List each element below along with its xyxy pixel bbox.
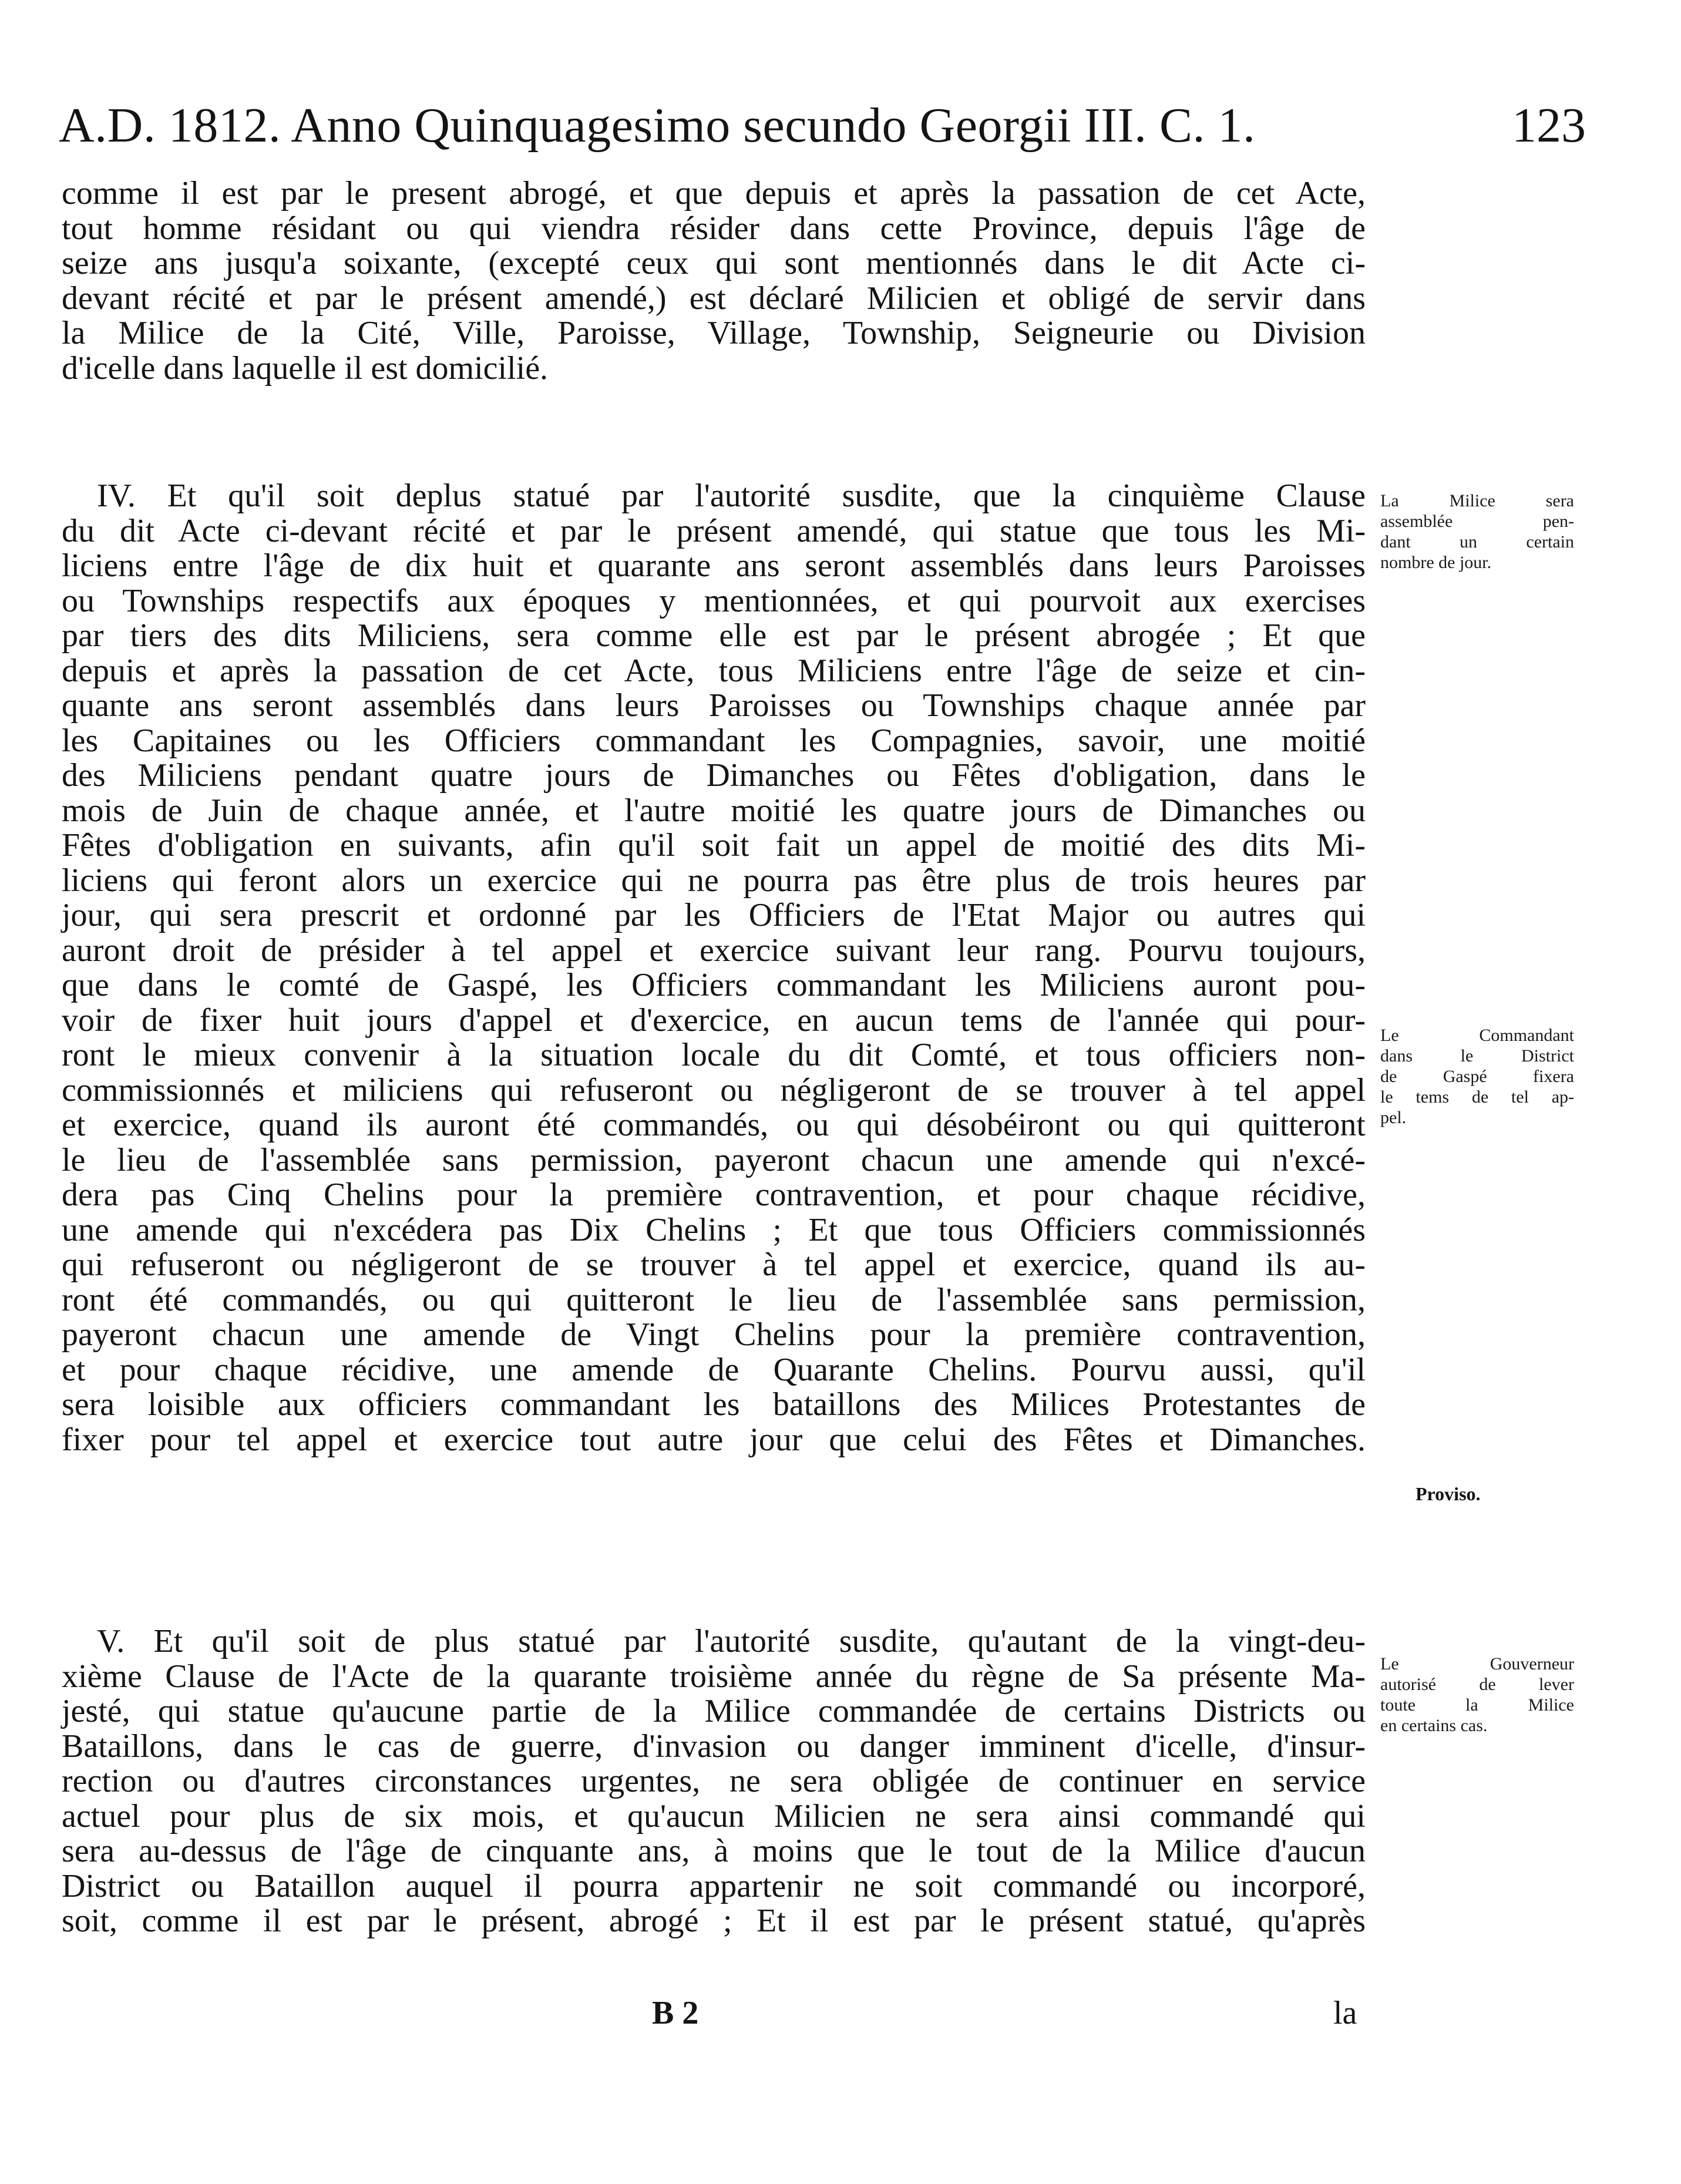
- margin-note-line: nombre de jour.: [1380, 553, 1492, 572]
- text-line: depuis et après la passation de cet Acte, tous Miliciens entre l'âge de seize et cin-: [62, 652, 1366, 689]
- margin-note-line: le tems de tel ap-: [1380, 1087, 1574, 1107]
- text-line: une amende qui n'excédera pas Dix Chelins ; Et que tous Officiers commissionnés: [62, 1211, 1366, 1248]
- text-line: rection ou d'autres circonstances urgentes, ne sera obligée de continuer en service: [62, 1763, 1366, 1799]
- text-line: District ou Bataillon auquel il pourra appartenir ne soit commandé ou incorporé,: [62, 1867, 1366, 1904]
- text-line: ront été commandés, ou qui quitteront le lieu de l'assemblée sans permission,: [62, 1281, 1366, 1318]
- margin-note-line: assemblée pen-: [1380, 512, 1574, 531]
- margin-note-line: toute la Milice: [1380, 1695, 1574, 1715]
- catchword: la: [1333, 1995, 1357, 2031]
- paragraph-continuation: [62, 176, 1366, 386]
- text-line: jour, qui sera prescrit et ordonné par les Officiers de l'Etat Major ou autres qui: [62, 897, 1366, 933]
- text-line: et pour chaque récidive, une amende de Quarante Chelins. Pourvu aussi, qu'il: [62, 1351, 1366, 1388]
- text-line: que dans le comté de Gaspé, les Officiers commandant les Miliciens auront pou-: [62, 967, 1366, 1003]
- margin-note-line: Le Commandant: [1380, 1026, 1574, 1045]
- text-line: xième Clause de l'Acte de la quarante troisième année du règne de Sa présente Ma-: [62, 1658, 1366, 1695]
- text-line: sera loisible aux officiers commandant les bataillons des Milices Protestantes de: [62, 1386, 1366, 1423]
- text-line: fixer pour tel appel et exercice tout autre jour que celui des Fêtes et Dimanches.: [62, 1421, 1366, 1458]
- margin-note-line: en certains cas.: [1380, 1716, 1488, 1735]
- text-line: qui refuseront ou négligeront de se trouver à tel appel et exercice, quand ils au-: [62, 1246, 1366, 1283]
- margin-note-gaspe: [1380, 1025, 1574, 1128]
- text-line: voir de fixer huit jours d'appel et d'exercice, en aucun tems de l'année qui pour-: [62, 1002, 1366, 1039]
- text-line: commissionnés et miliciens qui refuseront ou négligeront de se trouver à tel appel: [62, 1071, 1366, 1108]
- text-line: ou Townships respectifs aux époques y mentionnées, et qui pourvoit aux exercises: [62, 582, 1366, 619]
- text-line: le lieu de l'assemblée sans permission, payeront chacun une amende qui n'excé-: [62, 1141, 1366, 1178]
- text-line: seize ans jusqu'a soixante, (excepté ceux qui sont mentionnés dans le dit Acte ci-: [62, 245, 1366, 281]
- margin-note-line: pel.: [1380, 1108, 1407, 1127]
- running-title: A.D. 1812. Anno Quinquagesimo secundo Georgii III. C. 1.: [59, 98, 1256, 153]
- margin-note-gouverneur: [1380, 1654, 1574, 1736]
- text-line: du dit Acte ci-devant récité et par le présent amendé, qui statue que tous les Mi-: [62, 512, 1366, 549]
- text-line: auront droit de présider à tel appel et exercice suivant leur rang. Pourvu toujours,: [62, 932, 1366, 969]
- text-line: liciens qui feront alors un exercice qui ne pourra pas être plus de trois heures par: [62, 862, 1366, 899]
- text-line: V. Et qu'il soit de plus statué par l'autorité susdite, qu'autant de la vingt-deu-: [97, 1623, 1366, 1659]
- paragraph-section-v: [62, 1624, 1366, 1939]
- margin-note-line: dant un certain: [1380, 532, 1574, 552]
- text-line: Fêtes d'obligation en suivants, afin qu'il soit fait un appel de moitié des dits Mi-: [62, 827, 1366, 863]
- text-line: dera pas Cinq Chelins pour la première contravention, et pour chaque récidive,: [62, 1177, 1366, 1213]
- text-line: la Milice de la Cité, Ville, Paroisse, Village, Township, Seigneurie ou Division: [62, 315, 1366, 351]
- text-line: jesté, qui statue qu'aucune partie de la Milice commandée de certains Districts ou: [62, 1693, 1366, 1729]
- margin-note-line: dans le District: [1380, 1046, 1574, 1066]
- text-line: IV. Et qu'il soit deplus statué par l'autorité susdite, que la cinquième Clause: [97, 478, 1366, 514]
- margin-note-proviso: Proviso.: [1416, 1483, 1481, 1504]
- paragraph-section-iv: [62, 479, 1366, 1457]
- text-line: soit, comme il est par le présent, abrogé ; Et il est par le présent statué, qu'après: [62, 1903, 1366, 1939]
- page-header: [59, 97, 1586, 167]
- text-line: Bataillons, dans le cas de guerre, d'invasion ou danger imminent d'icelle, d'insur-: [62, 1728, 1366, 1765]
- margin-note-milice-assemblee: [1380, 490, 1574, 573]
- margin-note-line: de Gaspé fixera: [1380, 1067, 1574, 1086]
- text-line: actuel pour plus de six mois, et qu'aucun Milicien ne sera ainsi commandé qui: [62, 1797, 1366, 1834]
- text-line: payeront chacun une amende de Vingt Chelins pour la première contravention,: [62, 1316, 1366, 1353]
- text-line: sera au-dessus de l'âge de cinquante ans, à moins que le tout de la Milice d'aucun: [62, 1833, 1366, 1869]
- text-line: des Miliciens pendant quatre jours de Dimanches ou Fêtes d'obligation, dans le: [62, 757, 1366, 794]
- text-line: tout homme résidant ou qui viendra résider dans cette Province, depuis l'âge de: [62, 210, 1366, 247]
- margin-note-line: Le Gouverneur: [1380, 1654, 1574, 1674]
- text-line: mois de Juin de chaque année, et l'autre moitié les quatre jours de Dimanches ou: [62, 792, 1366, 829]
- page-number: 123: [1512, 98, 1586, 153]
- text-line: ront le mieux convenir à la situation locale du dit Comté, et tous officiers non-: [62, 1037, 1366, 1073]
- text-line: comme il est par le present abrogé, et que depuis et après la passation de cet Acte,: [62, 175, 1366, 211]
- text-line: d'icelle dans laquelle il est domicilié.: [62, 350, 549, 387]
- text-line: devant récité et par le présent amendé,) est déclaré Milicien et obligé de servir dans: [62, 280, 1366, 317]
- signature-mark: B 2: [652, 1995, 699, 2031]
- text-line: et exercice, quand ils auront été commandés, ou qui désobéiront ou qui quitteront: [62, 1107, 1366, 1143]
- text-line: liciens entre l'âge de dix huit et quarante ans seront assemblés dans leurs Paroisses: [62, 547, 1366, 584]
- text-line: les Capitaines ou les Officiers commandant les Compagnies, savoir, une moitié: [62, 722, 1366, 759]
- margin-note-line: autorisé de lever: [1380, 1675, 1574, 1694]
- text-line: par tiers des dits Miliciens, sera comme elle est par le présent abrogée ; Et que: [62, 617, 1366, 654]
- text-line: quante ans seront assemblés dans leurs Paroisses ou Townships chaque année par: [62, 687, 1366, 724]
- margin-note-line: La Milice sera: [1380, 491, 1574, 510]
